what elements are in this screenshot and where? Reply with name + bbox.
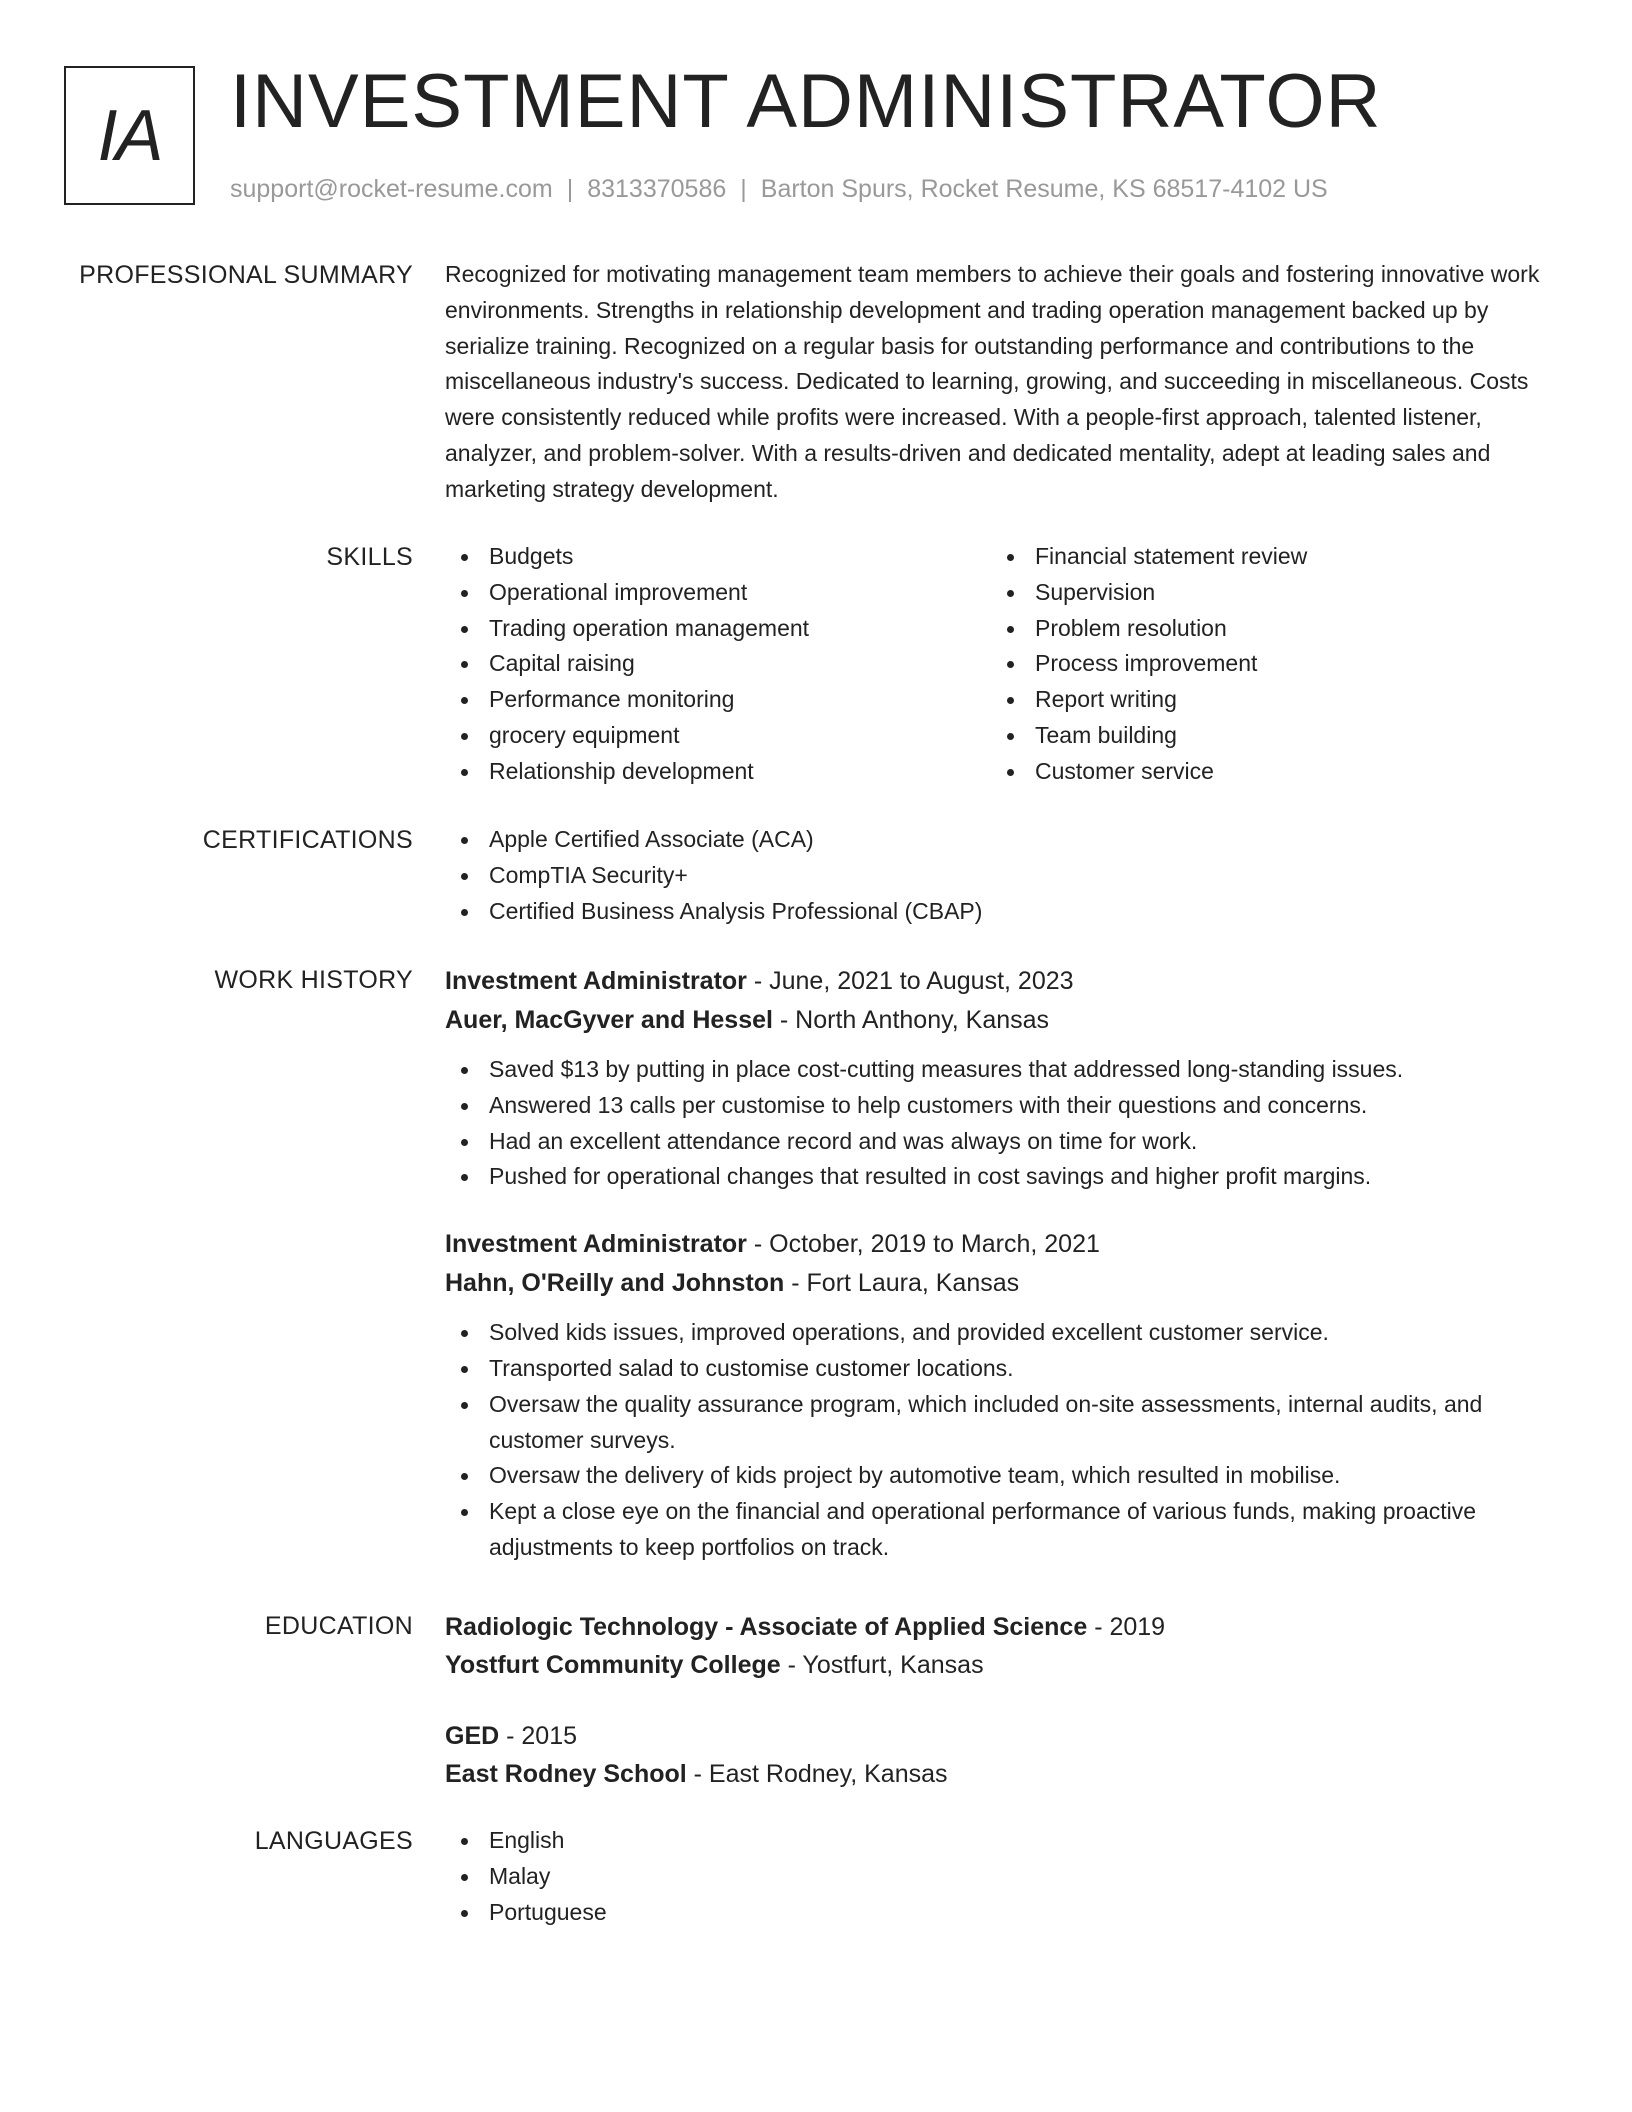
job-company-line bbox=[445, 1001, 1560, 1040]
list-item: Relationship development bbox=[445, 754, 991, 790]
certifications-body bbox=[445, 822, 1560, 929]
education-body bbox=[445, 1608, 1560, 1793]
certifications-list bbox=[445, 822, 1560, 929]
education-heading: EDUCATION bbox=[264, 1612, 413, 1640]
job-title-line bbox=[445, 1225, 1560, 1264]
languages-heading: LANGUAGES bbox=[254, 1827, 413, 1855]
resume-title: INVESTMENT ADMINISTRATOR bbox=[230, 59, 1382, 144]
education-degree-line bbox=[445, 1608, 1560, 1646]
list-item: Oversaw the delivery of kids project by automotive team, which resulted in mobilise. bbox=[445, 1458, 1560, 1494]
work-history-body bbox=[445, 962, 1560, 1566]
list-item: Malay bbox=[445, 1859, 1560, 1895]
skills-heading: SKILLS bbox=[326, 543, 413, 571]
education-school: Yostfurt Community College bbox=[445, 1651, 781, 1679]
contact-email: support@rocket-resume.com bbox=[230, 175, 553, 203]
languages-list bbox=[445, 1823, 1560, 1930]
job-location: - North Anthony, Kansas bbox=[772, 1006, 1050, 1034]
education-degree-line bbox=[445, 1717, 1560, 1755]
work-history-heading: WORK HISTORY bbox=[214, 966, 413, 994]
list-item: Portuguese bbox=[445, 1895, 1560, 1931]
monogram-logo: IA bbox=[64, 66, 195, 205]
list-item: Trading operation management bbox=[445, 611, 991, 647]
list-item: Had an excellent attendance record and was always on time for work. bbox=[445, 1124, 1560, 1160]
education-school: East Rodney School bbox=[445, 1760, 687, 1788]
list-item: Budgets bbox=[445, 539, 991, 575]
list-item: Report writing bbox=[991, 682, 1537, 718]
contact-separator: | bbox=[740, 175, 747, 203]
list-item: Customer service bbox=[991, 754, 1537, 790]
list-item: Oversaw the quality assurance program, which included on-site assessments, internal audits, and customer surveys. bbox=[445, 1387, 1560, 1459]
list-item: Financial statement review bbox=[991, 539, 1537, 575]
contact-separator: | bbox=[566, 175, 574, 203]
job-title-line bbox=[445, 962, 1560, 1001]
list-item: English bbox=[445, 1823, 1560, 1859]
education-school-line bbox=[445, 1646, 1560, 1684]
job-dates: - October, 2019 to March, 2021 bbox=[746, 1230, 1100, 1259]
list-item: Transported salad to customise customer locations. bbox=[445, 1351, 1560, 1387]
education-school-line bbox=[445, 1755, 1560, 1793]
skills-list-left bbox=[445, 539, 991, 790]
contact-line bbox=[230, 172, 1328, 206]
list-item: grocery equipment bbox=[445, 718, 991, 754]
contact-phone: 8313370586 bbox=[587, 175, 727, 203]
job-duties-list bbox=[445, 1315, 1560, 1566]
list-item: Capital raising bbox=[445, 646, 991, 682]
list-item: Pushed for operational changes that resulted in cost savings and higher profit margins. bbox=[445, 1159, 1560, 1195]
list-item: Supervision bbox=[991, 575, 1537, 611]
list-item: Process improvement bbox=[991, 646, 1537, 682]
list-item: Apple Certified Associate (ACA) bbox=[445, 822, 1560, 858]
list-item: CompTIA Security+ bbox=[445, 858, 1560, 894]
list-item: Operational improvement bbox=[445, 575, 991, 611]
languages-body bbox=[445, 1823, 1560, 1930]
skills-body bbox=[445, 539, 1560, 790]
skills-list-right bbox=[991, 539, 1537, 790]
contact-address: Barton Spurs, Rocket Resume, KS 68517-4102 US bbox=[760, 175, 1328, 203]
job-entry bbox=[445, 962, 1560, 1195]
summary-heading: PROFESSIONAL SUMMARY bbox=[79, 261, 413, 289]
education-entry bbox=[445, 1608, 1560, 1684]
education-entry bbox=[445, 1717, 1560, 1793]
job-location: - Fort Laura, Kansas bbox=[784, 1269, 1020, 1298]
list-item: Kept a close eye on the financial and operational performance of various funds, making proactive adjustments to keep portfolios on track. bbox=[445, 1494, 1560, 1566]
education-degree: GED bbox=[445, 1722, 500, 1750]
list-item: Answered 13 calls per customise to help customers with their questions and concerns. bbox=[445, 1088, 1560, 1124]
list-item: Solved kids issues, improved operations, and provided excellent customer service. bbox=[445, 1315, 1560, 1351]
summary-text: Recognized for motivating management team members to achieve their goals and fostering innovative work environments. Strengths in relationship development and trading operation management backed up by serialize training. Recognized on a regular basis for outstanding performance and contributions to the miscellaneous industry's success. Dedicated to learning, growing, and succeeding in miscellaneous. Costs were consistently reduced while profits were increased. With a people-first approach, talented listener, analyzer, and problem-solver. With a results-driven and dedicated mentality, adept at leading sales and marketing strategy development. bbox=[445, 261, 1540, 502]
list-item: Saved $13 by putting in place cost-cutting measures that addressed long-standing issues. bbox=[445, 1052, 1560, 1088]
job-company-line bbox=[445, 1264, 1560, 1303]
education-degree: Radiologic Technology - Associate of Applied Science bbox=[445, 1613, 1088, 1641]
job-duties-list bbox=[445, 1052, 1560, 1195]
certifications-heading: CERTIFICATIONS bbox=[202, 826, 413, 854]
job-entry bbox=[445, 1225, 1560, 1566]
education-year: - 2019 bbox=[1087, 1613, 1166, 1641]
job-title: Investment Administrator bbox=[445, 1230, 747, 1259]
list-item: Problem resolution bbox=[991, 611, 1537, 647]
education-location: - East Rodney, Kansas bbox=[686, 1760, 948, 1788]
education-year: - 2015 bbox=[499, 1722, 578, 1750]
job-company: Hahn, O'Reilly and Johnston bbox=[445, 1269, 785, 1298]
summary-body bbox=[445, 257, 1560, 508]
list-item: Team building bbox=[991, 718, 1537, 754]
education-location: - Yostfurt, Kansas bbox=[780, 1651, 984, 1679]
job-title: Investment Administrator bbox=[445, 967, 747, 995]
list-item: Certified Business Analysis Professional (CBAP) bbox=[445, 894, 1560, 930]
job-dates: - June, 2021 to August, 2023 bbox=[746, 967, 1074, 995]
job-company: Auer, MacGyver and Hessel bbox=[445, 1006, 773, 1034]
list-item: Performance monitoring bbox=[445, 682, 991, 718]
